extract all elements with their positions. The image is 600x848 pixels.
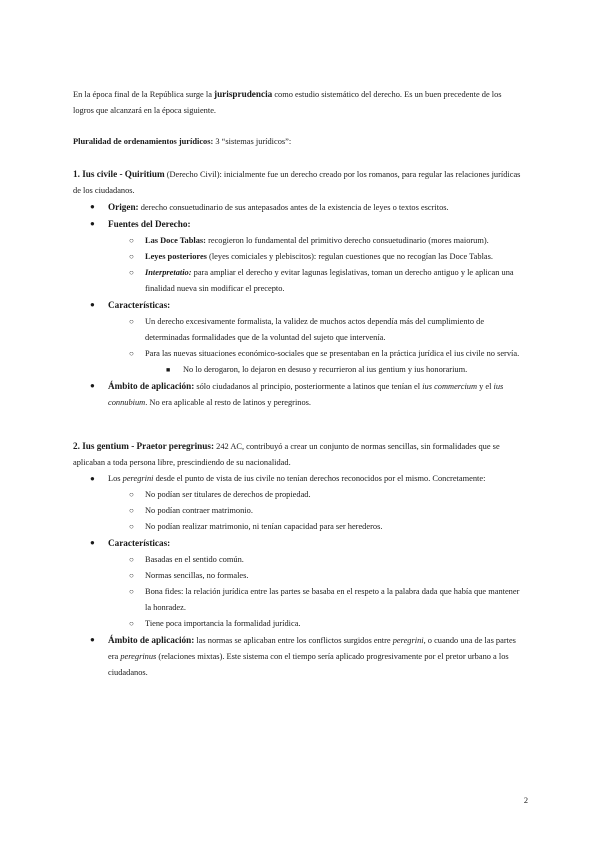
intro-text-rest: como estudio sistemático del derecho. Es un buen precedente de los logros que alcanzará en la época siguiente. — [73, 90, 502, 115]
ambito-term: peregrini — [392, 636, 424, 645]
list-item — [73, 362, 523, 378]
peregrini-term: peregrini — [122, 474, 154, 483]
circle-bullet-icon: ○ — [129, 236, 134, 245]
circle-bullet-icon: ○ — [129, 506, 134, 515]
list-item — [73, 584, 523, 616]
leyes-label: Leyes posteriores — [145, 252, 207, 261]
list-item — [73, 552, 523, 568]
ambito-text: . No era aplicable al resto de latinos y peregrinos. — [145, 398, 312, 407]
circle-bullet-icon: ○ — [129, 349, 134, 358]
ambito-text: las normas se aplicaban entre los conflictos surgidos entre — [194, 636, 393, 645]
peregrini-text: Los — [108, 474, 123, 483]
ambito-text: sólo ciudadanos al principio, posteriormente a latinos que tenían el — [194, 382, 423, 391]
list-item — [73, 216, 523, 233]
circle-bullet-icon: ○ — [129, 619, 134, 628]
caracteristica-text: Normas sencillas, no formales. — [145, 571, 249, 580]
list-item — [73, 233, 523, 249]
ambito-label: Ámbito de aplicación: — [108, 635, 195, 645]
intro-text: En la época final de la República surge la — [73, 90, 215, 99]
circle-bullet-icon: ○ — [129, 490, 134, 499]
circle-bullet-icon: ○ — [129, 268, 134, 277]
ius-civile-intro-text: (Derecho Civil): inicialmente fue un derecho creado por los romanos, para regular las relaciones jurídicas de los ciudadanos. — [73, 170, 521, 195]
pluralidad-text: 3 “sistemas jurídicos”: — [213, 137, 292, 146]
leyes-text: (leyes comiciales y plebiscitos): regulan cuestiones que no recogían las Doce Tablas. — [206, 252, 493, 261]
list-item — [73, 487, 523, 503]
ambito-text: , o cuando una de las partes era — [108, 636, 516, 661]
section-ius-gentium — [73, 438, 523, 681]
list-item — [73, 519, 523, 535]
section-ius-civile — [73, 166, 523, 411]
ius-gentium-intro-text: 242 AC, contribuyó a crear un conjunto de normas sencillas, sin formalidades que se aplicaban a toda persona libre, prescindiendo de su nacionalidad. — [73, 442, 500, 467]
doce-tablas-label: Las Doce Tablas: — [145, 236, 206, 245]
list-item — [73, 378, 523, 411]
bullet-icon: ● — [90, 538, 95, 547]
ambito-label: Ámbito de aplicación: — [108, 381, 195, 391]
caracteristicas-label: Características: — [108, 538, 171, 548]
caracteristica-subtext: No lo derogaron, lo dejaron en desuso y recurrieron al ius gentium y ius honorarium. — [183, 365, 468, 374]
list-item — [73, 616, 523, 632]
list-item — [73, 346, 523, 362]
pluralidad-heading: Pluralidad de ordenamientos jurídicos: — [73, 137, 214, 146]
ius-gentium-list — [73, 471, 523, 681]
square-bullet-icon: ■ — [166, 366, 171, 374]
bullet-icon: ● — [90, 474, 95, 483]
list-item — [73, 568, 523, 584]
pluralidad-paragraph — [73, 134, 523, 150]
caracteristica-text: Tiene poca importancia la formalidad jurídica. — [145, 619, 301, 628]
restriction-text: No podían contraer matrimonio. — [145, 506, 253, 515]
ius-civile-list — [73, 199, 523, 411]
list-item — [73, 503, 523, 519]
interpretatio-label: Interpretatio: — [145, 268, 192, 277]
peregrini-text: desde el punto de vista de ius civile no tenían derechos reconocidos por el mismo. Concretamente: — [153, 474, 486, 483]
list-item — [73, 297, 523, 314]
restriction-text: No podían ser titulares de derechos de propiedad. — [145, 490, 311, 499]
ambito-text: y el — [477, 382, 494, 391]
ambito-term: ius commercium — [422, 382, 478, 391]
fuentes-label: Fuentes del Derecho: — [108, 219, 191, 229]
caracteristica-text: Basadas en el sentido común. — [145, 555, 244, 564]
circle-bullet-icon: ○ — [129, 587, 134, 596]
intro-paragraph — [73, 86, 523, 119]
interpretatio-text: para ampliar el derecho y evitar lagunas legislativas, toman un derecho antiguo y le aplican una finalidad nueva sin modificar el precepto. — [145, 268, 514, 293]
caracteristica-text: Para las nuevas situaciones económico-sociales que se presentaban en la práctica jurídica el ius civile no servía. — [145, 349, 520, 358]
ambito-term: peregrinus — [120, 652, 157, 661]
ius-civile-intro — [73, 166, 523, 199]
circle-bullet-icon: ○ — [129, 317, 134, 326]
caracteristica-text: Un derecho excesivamente formalista, la validez de muchos actos dependía más del cumplimiento de determinadas formalidades que de la voluntad del sujeto que intervenía. — [145, 317, 485, 342]
intro-bold-term: jurisprudencia — [214, 89, 273, 99]
bullet-icon: ● — [90, 635, 95, 644]
list-item — [73, 265, 523, 297]
ius-gentium-intro — [73, 438, 523, 471]
circle-bullet-icon: ○ — [129, 252, 134, 261]
page-number: 2 — [523, 796, 528, 805]
circle-bullet-icon: ○ — [129, 555, 134, 564]
ambito-text: (relaciones mixtas). Este sistema con el tiempo sería aplicado progresivamente por el pretor urbano a los ciudadanos. — [108, 652, 509, 677]
list-item — [73, 632, 523, 681]
origen-label: Origen: — [108, 202, 139, 212]
ambito-term: ius connubium — [108, 382, 504, 407]
list-item — [73, 535, 523, 552]
circle-bullet-icon: ○ — [129, 571, 134, 580]
origen-text: derecho consuetudinario de sus antepasados antes de la existencia de leyes o textos escritos. — [138, 203, 449, 212]
list-item — [73, 471, 523, 487]
bullet-icon: ● — [90, 219, 95, 228]
bullet-icon: ● — [90, 202, 95, 211]
bullet-icon: ● — [90, 381, 95, 390]
caracteristicas-label: Características: — [108, 300, 171, 310]
list-item — [73, 249, 523, 265]
list-item — [73, 314, 523, 346]
ius-civile-heading: 1. Ius civile - Quiritium — [73, 169, 165, 179]
list-item — [73, 199, 523, 216]
bullet-icon: ● — [90, 300, 95, 309]
circle-bullet-icon: ○ — [129, 522, 134, 531]
ius-gentium-heading: 2. Ius gentium - Praetor peregrinus: — [73, 441, 215, 451]
restriction-text: No podían realizar matrimonio, ni tenían capacidad para ser herederos. — [145, 522, 383, 531]
caracteristica-text: Bona fides: la relación jurídica entre las partes se basaba en el respeto a la palabra dada que había que mantener la honradez. — [145, 587, 520, 612]
doce-tablas-text: recogieron lo fundamental del primitivo derecho consuetudinario (mores maiorum). — [205, 236, 489, 245]
